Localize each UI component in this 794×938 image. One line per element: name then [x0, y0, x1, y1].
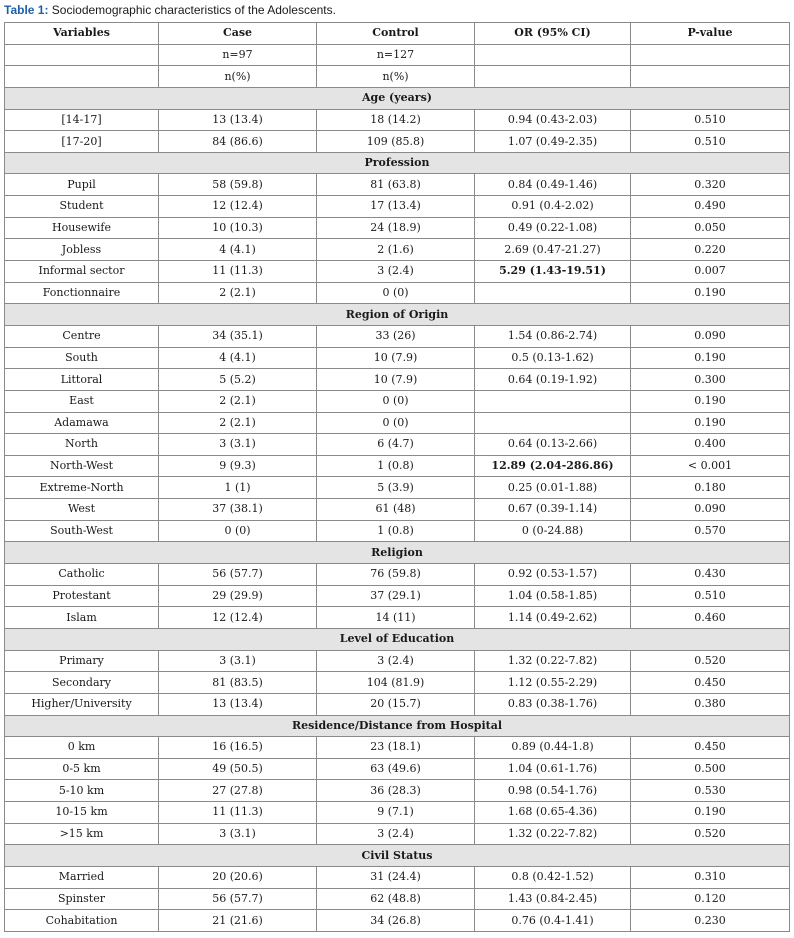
section-title: Level of Education [5, 628, 790, 650]
variable-cell: 0 km [5, 737, 159, 759]
pvalue-cell: 0.510 [631, 131, 790, 153]
case-cell: 3 (3.1) [159, 823, 317, 845]
or-cell: 0.5 (0.13-1.62) [475, 347, 631, 369]
pvalue-cell: 0.520 [631, 823, 790, 845]
control-cell: 3 (2.4) [317, 261, 475, 283]
header-case: Case [159, 23, 317, 45]
header-or: OR (95% CI) [475, 23, 631, 45]
variable-cell: East [5, 390, 159, 412]
section-title: Region of Origin [5, 304, 790, 326]
variable-cell: 10-15 km [5, 802, 159, 824]
control-cell: 1 (0.8) [317, 520, 475, 542]
section-title: Religion [5, 542, 790, 564]
table-row [5, 174, 790, 196]
or-cell: 1.14 (0.49-2.62) [475, 607, 631, 629]
variable-cell: Extreme-North [5, 477, 159, 499]
or-cell: 5.29 (1.43-19.51) [475, 261, 631, 283]
case-cell: 2 (2.1) [159, 412, 317, 434]
or-cell [475, 390, 631, 412]
pvalue-cell: 0.380 [631, 693, 790, 715]
or-cell: 1.07 (0.49-2.35) [475, 131, 631, 153]
table-row [5, 780, 790, 802]
or-cell: 0.92 (0.53-1.57) [475, 564, 631, 586]
table-row [5, 261, 790, 283]
or-cell: 0.64 (0.13-2.66) [475, 434, 631, 456]
control-cell: 31 (24.4) [317, 866, 475, 888]
table-row [5, 455, 790, 477]
pvalue-cell: 0.120 [631, 888, 790, 910]
section-header-row [5, 715, 790, 737]
variable-cell: Housewife [5, 217, 159, 239]
table-row [5, 325, 790, 347]
section-header-row [5, 304, 790, 326]
table-row [5, 650, 790, 672]
case-n: n=97 [159, 44, 317, 66]
empty-cell [5, 66, 159, 88]
control-cell: 104 (81.9) [317, 672, 475, 694]
case-cell: 58 (59.8) [159, 174, 317, 196]
control-cell: 0 (0) [317, 390, 475, 412]
table-row [5, 693, 790, 715]
or-cell: 0.94 (0.43-2.03) [475, 109, 631, 131]
case-cell: 3 (3.1) [159, 434, 317, 456]
pvalue-cell: 0.190 [631, 802, 790, 824]
case-cell: 2 (2.1) [159, 282, 317, 304]
or-cell: 1.12 (0.55-2.29) [475, 672, 631, 694]
pvalue-cell: 0.090 [631, 325, 790, 347]
table-row [5, 607, 790, 629]
variable-cell: North [5, 434, 159, 456]
table-row [5, 390, 790, 412]
control-cell: 76 (59.8) [317, 564, 475, 586]
variable-cell: Littoral [5, 369, 159, 391]
table-row [5, 758, 790, 780]
control-cell: 34 (26.8) [317, 910, 475, 932]
variable-cell: 5-10 km [5, 780, 159, 802]
pvalue-cell: 0.570 [631, 520, 790, 542]
case-cell: 13 (13.4) [159, 693, 317, 715]
case-cell: 3 (3.1) [159, 650, 317, 672]
case-cell: 13 (13.4) [159, 109, 317, 131]
case-cell: 21 (21.6) [159, 910, 317, 932]
case-cell: 49 (50.5) [159, 758, 317, 780]
table-row [5, 412, 790, 434]
section-title: Residence/Distance from Hospital [5, 715, 790, 737]
pvalue-cell: 0.190 [631, 347, 790, 369]
or-cell: 1.32 (0.22-7.82) [475, 650, 631, 672]
pvalue-cell: 0.007 [631, 261, 790, 283]
pvalue-cell: 0.050 [631, 217, 790, 239]
or-cell: 0.84 (0.49-1.46) [475, 174, 631, 196]
control-unit: n(%) [317, 66, 475, 88]
variable-cell: Primary [5, 650, 159, 672]
case-cell: 9 (9.3) [159, 455, 317, 477]
control-cell: 9 (7.1) [317, 802, 475, 824]
control-cell: 0 (0) [317, 412, 475, 434]
table-row [5, 477, 790, 499]
control-cell: 23 (18.1) [317, 737, 475, 759]
case-cell: 29 (29.9) [159, 585, 317, 607]
table-row [5, 866, 790, 888]
table-row [5, 672, 790, 694]
table-row [5, 131, 790, 153]
or-cell: 0.8 (0.42-1.52) [475, 866, 631, 888]
pvalue-cell: 0.230 [631, 910, 790, 932]
case-cell: 11 (11.3) [159, 261, 317, 283]
variable-cell: >15 km [5, 823, 159, 845]
case-cell: 84 (86.6) [159, 131, 317, 153]
or-cell: 0.64 (0.19-1.92) [475, 369, 631, 391]
control-cell: 10 (7.9) [317, 347, 475, 369]
pvalue-cell: 0.490 [631, 196, 790, 218]
control-cell: 63 (49.6) [317, 758, 475, 780]
variable-cell: 0-5 km [5, 758, 159, 780]
pvalue-cell: 0.500 [631, 758, 790, 780]
table-row [5, 434, 790, 456]
table-caption [4, 2, 336, 18]
table-row [5, 109, 790, 131]
control-cell: 3 (2.4) [317, 823, 475, 845]
table-row [5, 823, 790, 845]
variable-cell: North-West [5, 455, 159, 477]
case-cell: 27 (27.8) [159, 780, 317, 802]
control-cell: 62 (48.8) [317, 888, 475, 910]
or-cell: 0.91 (0.4-2.02) [475, 196, 631, 218]
case-cell: 34 (35.1) [159, 325, 317, 347]
pvalue-cell: 0.450 [631, 737, 790, 759]
control-n: n=127 [317, 44, 475, 66]
section-title: Profession [5, 152, 790, 174]
section-title: Civil Status [5, 845, 790, 867]
variable-cell: Jobless [5, 239, 159, 261]
variable-cell: Higher/University [5, 693, 159, 715]
or-cell: 0.76 (0.4-1.41) [475, 910, 631, 932]
or-cell: 1.04 (0.61-1.76) [475, 758, 631, 780]
empty-cell [475, 66, 631, 88]
pvalue-cell: 0.090 [631, 499, 790, 521]
table-label: Table 1: [4, 3, 49, 17]
pvalue-cell: 0.310 [631, 866, 790, 888]
header-row [5, 23, 790, 45]
or-cell: 0.67 (0.39-1.14) [475, 499, 631, 521]
pvalue-cell: 0.510 [631, 585, 790, 607]
control-cell: 36 (28.3) [317, 780, 475, 802]
control-cell: 6 (4.7) [317, 434, 475, 456]
control-cell: 0 (0) [317, 282, 475, 304]
case-cell: 10 (10.3) [159, 217, 317, 239]
pvalue-cell: 0.220 [631, 239, 790, 261]
variable-cell: Married [5, 866, 159, 888]
control-cell: 17 (13.4) [317, 196, 475, 218]
unit-row [5, 66, 790, 88]
pvalue-cell: 0.190 [631, 390, 790, 412]
variable-cell: Islam [5, 607, 159, 629]
or-cell: 0.98 (0.54-1.76) [475, 780, 631, 802]
pvalue-cell: 0.520 [631, 650, 790, 672]
section-header-row [5, 152, 790, 174]
variable-cell: Secondary [5, 672, 159, 694]
table-row [5, 196, 790, 218]
case-cell: 12 (12.4) [159, 607, 317, 629]
empty-cell [475, 44, 631, 66]
variable-cell: Pupil [5, 174, 159, 196]
variable-cell: Protestant [5, 585, 159, 607]
control-cell: 33 (26) [317, 325, 475, 347]
control-cell: 18 (14.2) [317, 109, 475, 131]
table-row [5, 347, 790, 369]
variable-cell: Fonctionnaire [5, 282, 159, 304]
header-control: Control [317, 23, 475, 45]
case-cell: 11 (11.3) [159, 802, 317, 824]
section-header-row [5, 628, 790, 650]
table-row [5, 888, 790, 910]
case-cell: 2 (2.1) [159, 390, 317, 412]
or-cell: 1.32 (0.22-7.82) [475, 823, 631, 845]
control-cell: 10 (7.9) [317, 369, 475, 391]
variable-cell: Spinster [5, 888, 159, 910]
section-header-row [5, 845, 790, 867]
pvalue-cell: 0.510 [631, 109, 790, 131]
case-cell: 37 (38.1) [159, 499, 317, 521]
table-row [5, 564, 790, 586]
pvalue-cell: 0.320 [631, 174, 790, 196]
pvalue-cell: 0.530 [631, 780, 790, 802]
control-cell: 37 (29.1) [317, 585, 475, 607]
control-cell: 2 (1.6) [317, 239, 475, 261]
section-header-row [5, 542, 790, 564]
control-cell: 3 (2.4) [317, 650, 475, 672]
pvalue-cell: 0.180 [631, 477, 790, 499]
table-row [5, 585, 790, 607]
table-body [5, 23, 790, 932]
case-cell: 56 (57.7) [159, 564, 317, 586]
control-cell: 1 (0.8) [317, 455, 475, 477]
table-row [5, 910, 790, 932]
table-row [5, 239, 790, 261]
table-row [5, 520, 790, 542]
or-cell: 0.83 (0.38-1.76) [475, 693, 631, 715]
header-pvalue: P-value [631, 23, 790, 45]
or-cell: 12.89 (2.04-286.86) [475, 455, 631, 477]
control-cell: 14 (11) [317, 607, 475, 629]
case-cell: 4 (4.1) [159, 347, 317, 369]
table-row [5, 282, 790, 304]
control-cell: 109 (85.8) [317, 131, 475, 153]
table-row [5, 369, 790, 391]
variable-cell: Cohabitation [5, 910, 159, 932]
header-variables: Variables [5, 23, 159, 45]
pvalue-cell: 0.190 [631, 412, 790, 434]
or-cell: 1.68 (0.65-4.36) [475, 802, 631, 824]
or-cell: 0.49 (0.22-1.08) [475, 217, 631, 239]
variable-cell: Adamawa [5, 412, 159, 434]
or-cell: 2.69 (0.47-21.27) [475, 239, 631, 261]
variable-cell: South-West [5, 520, 159, 542]
control-cell: 61 (48) [317, 499, 475, 521]
pvalue-cell: 0.300 [631, 369, 790, 391]
case-cell: 4 (4.1) [159, 239, 317, 261]
or-cell [475, 282, 631, 304]
or-cell: 1.54 (0.86-2.74) [475, 325, 631, 347]
pvalue-cell: 0.190 [631, 282, 790, 304]
pvalue-cell: < 0.001 [631, 455, 790, 477]
variable-cell: [14-17] [5, 109, 159, 131]
section-header-row [5, 87, 790, 109]
table-row [5, 217, 790, 239]
case-cell: 12 (12.4) [159, 196, 317, 218]
or-cell: 0.89 (0.44-1.8) [475, 737, 631, 759]
variable-cell: Centre [5, 325, 159, 347]
control-cell: 81 (63.8) [317, 174, 475, 196]
pvalue-cell: 0.400 [631, 434, 790, 456]
section-title: Age (years) [5, 87, 790, 109]
case-cell: 0 (0) [159, 520, 317, 542]
variable-cell: West [5, 499, 159, 521]
control-cell: 20 (15.7) [317, 693, 475, 715]
case-cell: 56 (57.7) [159, 888, 317, 910]
or-cell: 1.04 (0.58-1.85) [475, 585, 631, 607]
pvalue-cell: 0.450 [631, 672, 790, 694]
control-cell: 24 (18.9) [317, 217, 475, 239]
case-cell: 1 (1) [159, 477, 317, 499]
sociodemographic-table [4, 22, 790, 932]
pvalue-cell: 0.430 [631, 564, 790, 586]
control-cell: 5 (3.9) [317, 477, 475, 499]
variable-cell: South [5, 347, 159, 369]
variable-cell: [17-20] [5, 131, 159, 153]
or-cell [475, 412, 631, 434]
variable-cell: Student [5, 196, 159, 218]
variable-cell: Informal sector [5, 261, 159, 283]
empty-cell [631, 44, 790, 66]
table-row [5, 737, 790, 759]
case-cell: 81 (83.5) [159, 672, 317, 694]
case-cell: 16 (16.5) [159, 737, 317, 759]
pvalue-cell: 0.460 [631, 607, 790, 629]
empty-cell [631, 66, 790, 88]
table-title: Sociodemographic characteristics of the Adolescents. [48, 3, 336, 17]
case-cell: 20 (20.6) [159, 866, 317, 888]
or-cell: 0 (0-24.88) [475, 520, 631, 542]
case-unit: n(%) [159, 66, 317, 88]
variable-cell: Catholic [5, 564, 159, 586]
or-cell: 1.43 (0.84-2.45) [475, 888, 631, 910]
case-cell: 5 (5.2) [159, 369, 317, 391]
sample-size-row [5, 44, 790, 66]
table-row [5, 802, 790, 824]
table-row [5, 499, 790, 521]
or-cell: 0.25 (0.01-1.88) [475, 477, 631, 499]
empty-cell [5, 44, 159, 66]
